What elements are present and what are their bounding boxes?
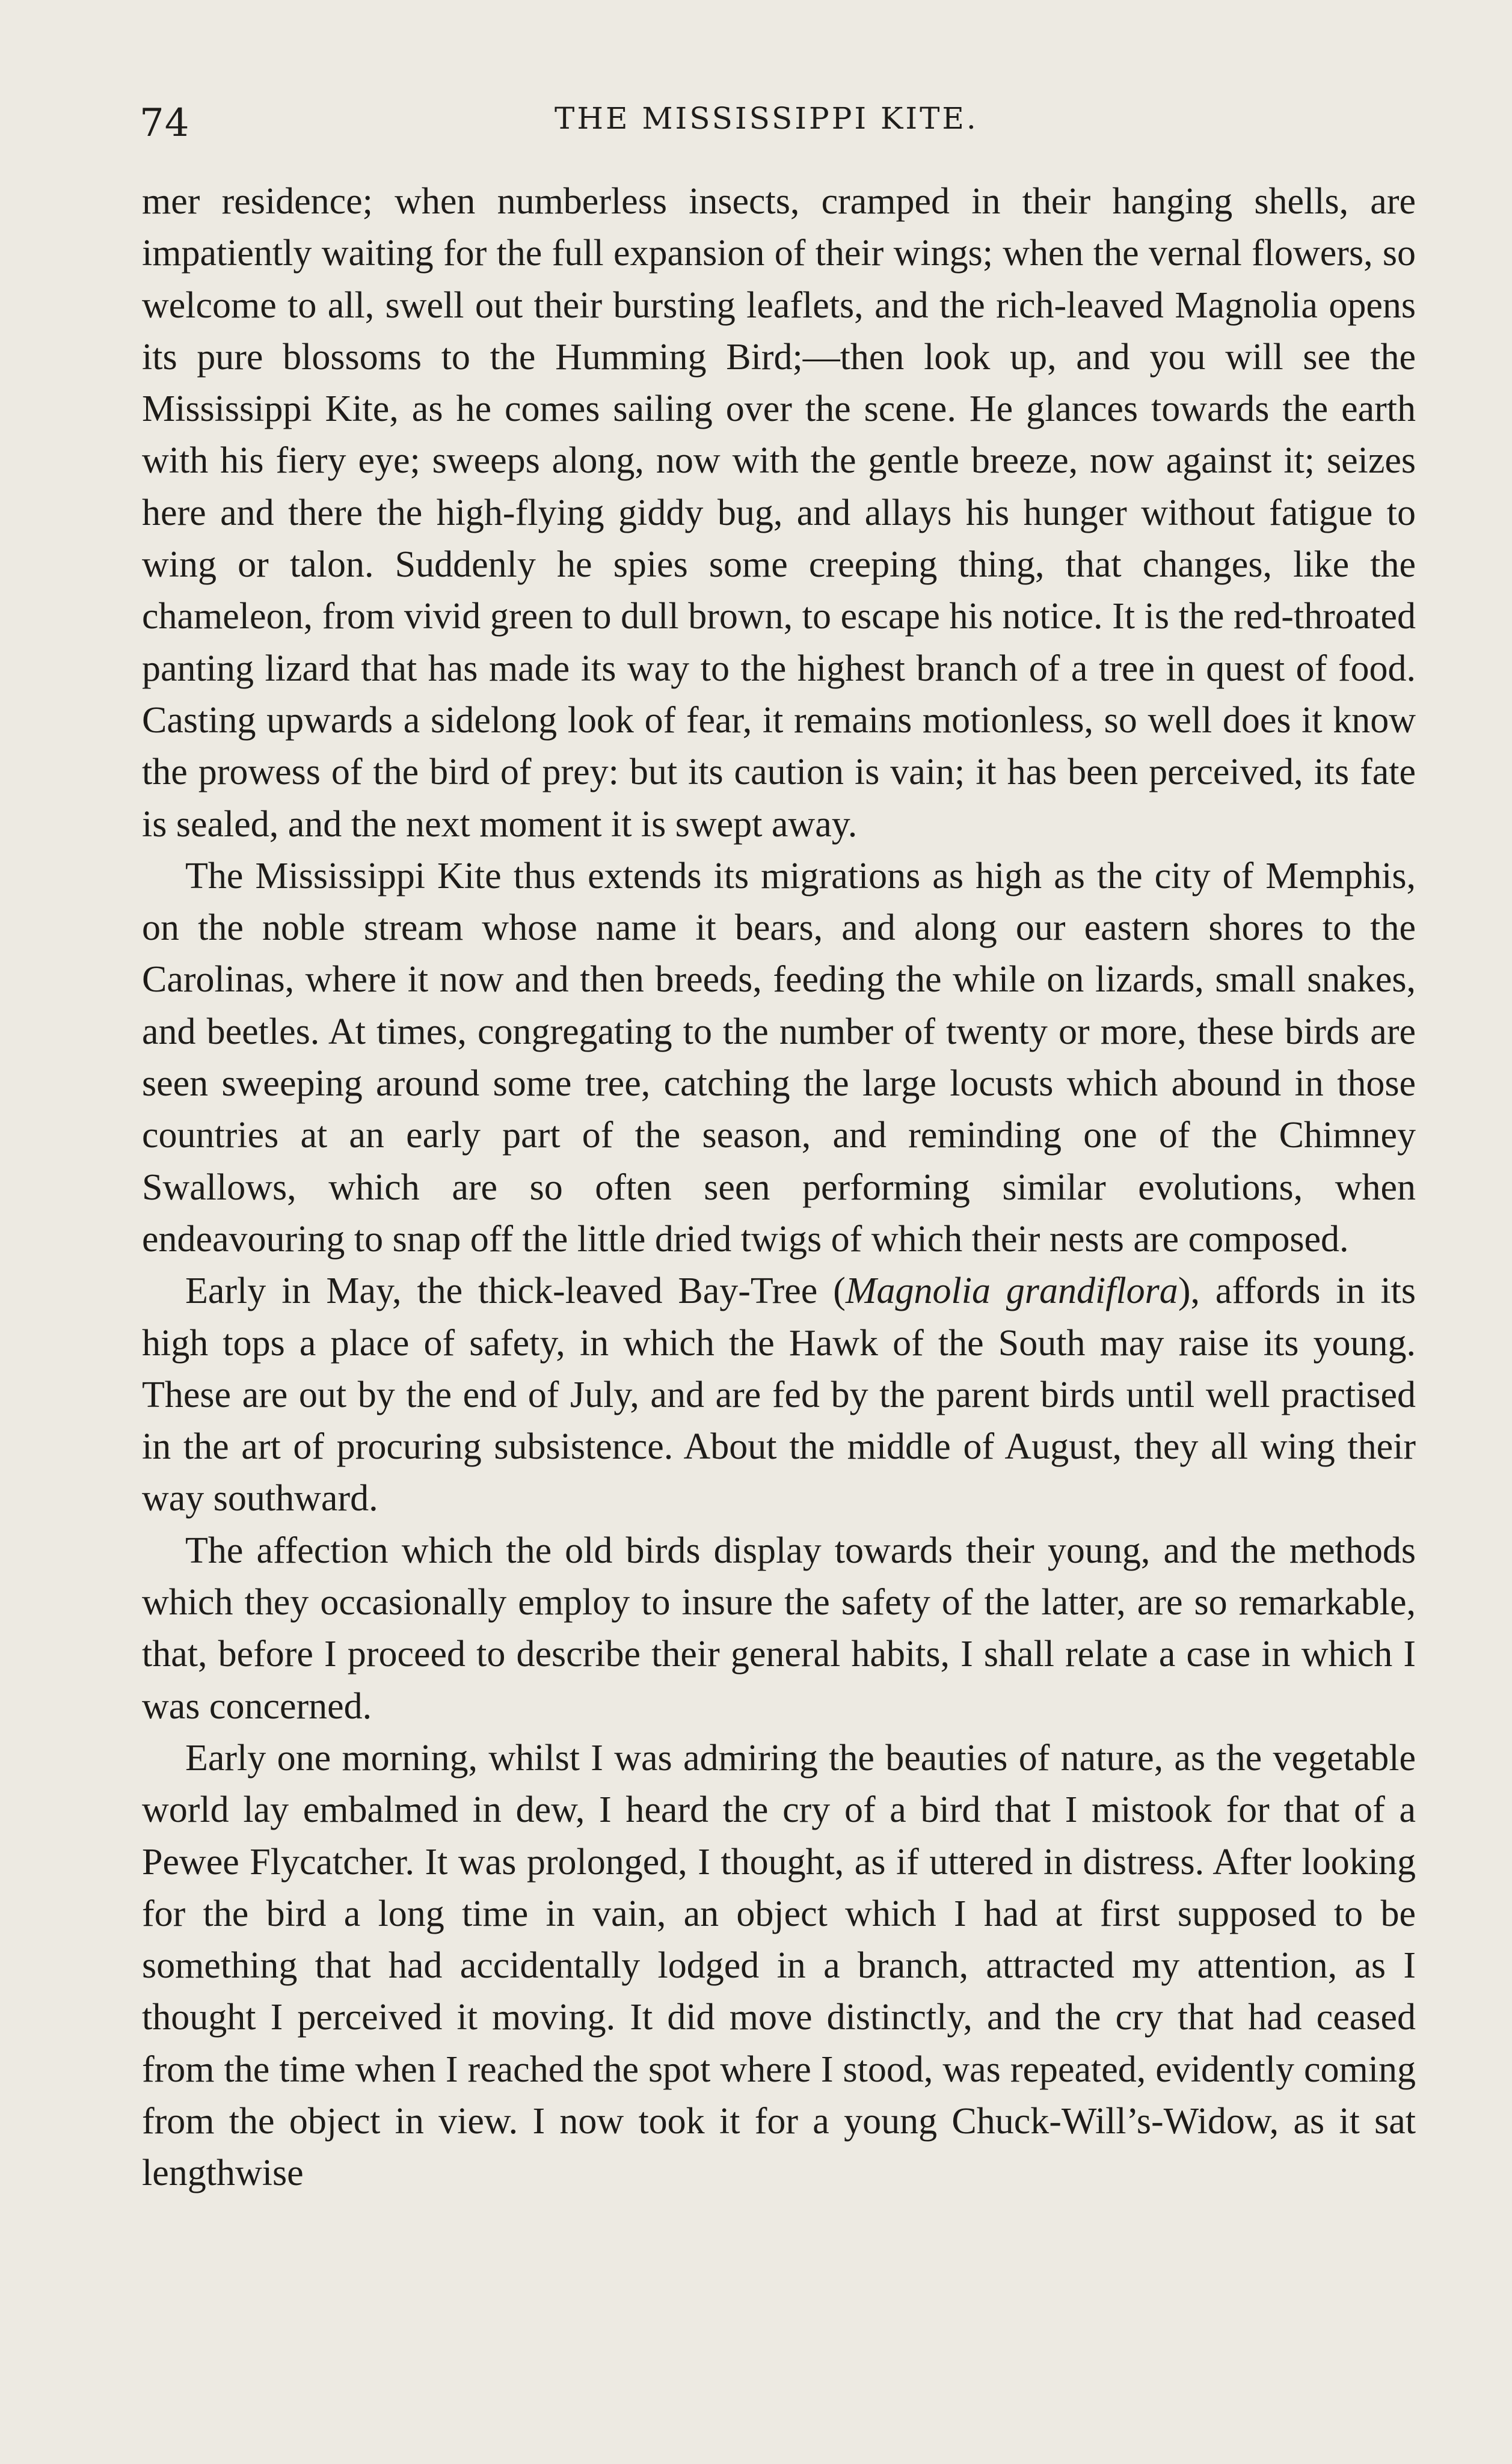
running-title: THE MISSISSIPPI KITE.: [555, 101, 979, 136]
paragraph-3-start: Early in May, the thick-leaved Bay-Tree (: [185, 1270, 846, 1312]
page-header: [140, 90, 1415, 156]
paragraph-3-end: ), affords in its high tops a place of safety, in which the Hawk of the South may raise its young. These are out by the end of July, and are fed by the parent birds until well practised in the art of procuring subsistence. About the middle of August, they all wing their way southward.: [142, 1270, 1416, 1519]
paragraph-4: The affection which the old birds display towards their young, and the methods which they occasionally employ to insure the safety of the latter, are so remarkable, that, before I proceed to describe their general habits, I shall relate a case in which I was concerned.: [142, 1530, 1416, 1727]
page-number: 74: [140, 101, 190, 146]
scientific-name: Magnolia grandiflora: [845, 1270, 1178, 1312]
paragraph-5: Early one morning, whilst I was admiring the beauties of nature, as the vegetable world lay embalmed in dew, I heard the cry of a bird that I mistook for that of a Pewee Flycatcher. It was prolonged, I thought, as if uttered in distress. After looking for the bird a long time in vain, an object which I had at first supposed to be something that had accidentally lodged in a branch, attracted my attention, as I thought I perceived it moving. It did move distinctly, and the cry that had ceased from the time when I reached the spot where I stood, was repeated, evidently coming from the object in view. I now took it for a young Chuck-Will’s-Widow, as it sat lengthwise: [142, 1737, 1416, 2194]
paragraph-2: The Mississippi Kite thus extends its migrations as high as the city of Memphis, on the noble stream whose name it bears, and along our eastern shores to the Carolinas, where it now and then breeds, feeding the while on lizards, small snakes, and beetles. At times, congregating to the number of twenty or more, these birds are seen sweeping around some tree, catching the large locusts which abound in those countries at an early part of the season, and reminding one of the Chimney Swallows, which are so often seen performing similar evolutions, when endeavouring to snap off the little dried twigs of which their nests are composed.: [142, 855, 1416, 1260]
paragraph-3: [142, 1265, 1416, 1524]
body-text: [142, 176, 1416, 2199]
paragraph-1: mer residence; when numberless insects, cramped in their hanging shells, are impatiently waiting for the full expansion of their wings; when the vernal flowers, so welcome to all, swell out their bursting leaflets, and the rich-leaved Magnolia opens its pure blossoms to the Humming Bird;—then look up, and you will see the Mississippi Kite, as he comes sailing over the scene. He glances towards the earth with his fiery eye; sweeps along, now with the gentle breeze, now against it; seizes here and there the high-flying giddy bug, and allays his hunger without fatigue to wing or talon. Suddenly he spies some creeping thing, that changes, like the chameleon, from vivid green to dull brown, to escape his notice. It is the red-throated panting lizard that has made its way to the highest branch of a tree in quest of food. Casting upwards a sidelong look of fear, it remains motionless, so well does it know the prowess of the bird of prey: but its caution is vain; it has been perceived, its fate is sealed, and the next moment it is swept away.: [142, 181, 1416, 845]
